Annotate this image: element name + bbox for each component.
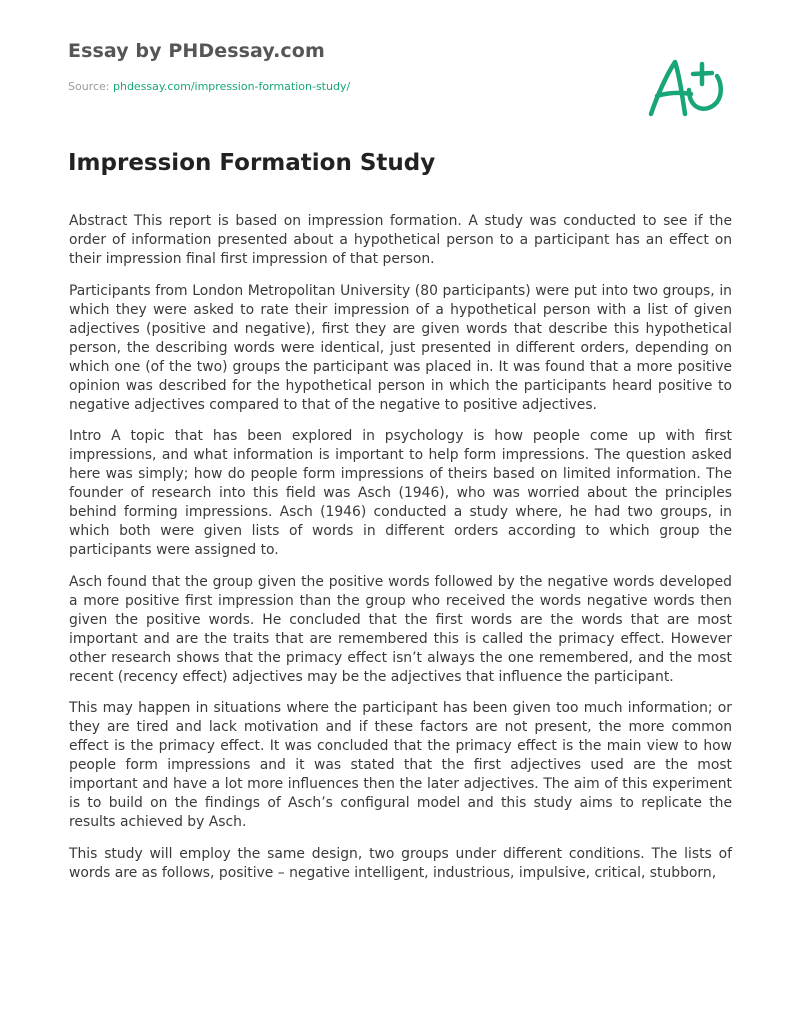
source-line: [68, 80, 350, 93]
paragraph: Abstract This report is based on impression formation. A study was conducted to see if the order of information presented about a hypothetical person to a participant has an effect on their impression final first impression of that person.: [69, 213, 732, 267]
source-label: Source:: [68, 80, 113, 93]
document-body: [69, 212, 732, 895]
paragraph: Asch found that the group given the positive words followed by the negative words developed a more positive first impression than the group who received the words negative words then given the positive words. He concluded that the first words are the words that are most important and are the traits that are remembered this is called the primacy effect. However other research shows that the primacy effect isn’t always the one remembered, and the most recent (recency effect) adjectives may be the adjectives that influence the participant.: [69, 573, 732, 685]
paragraph: Intro A topic that has been explored in psychology is how people come up with first impressions, and what information is important to help form impressions. The question asked here was simply; how do people form impressions of theirs based on limited information. The founder of research into this field was Asch (1946), who was worried about the principles behind forming impressions. Asch (1946) conducted a study where, he had two groups, in which both were given lists of words in different orders according to which group the participants were assigned to.: [69, 428, 732, 558]
paragraph: Participants from London Metropolitan University (80 participants) were put into two groups, in which they were asked to rate their impression of a hypothetical person with a list of given adjectives (positive and negative), first they are given words that describe this hypothetical person, the describing words were identical, just presented in different orders, depending on which one (of the two) groups the participant was placed in. It was found that a more positive opinion was described for the hypothetical person in which the participants heard positive to negative adjectives compared to that of the negative to positive adjectives.: [69, 282, 732, 413]
document-title: Impression Formation Study: [68, 150, 436, 176]
paragraph: This study will employ the same design, two groups under different conditions. The lists of words are as follows, positive – negative intelligent, industrious, impulsive, critical, stubborn,: [69, 845, 732, 881]
brand-name: Essay by PHDessay.com: [68, 40, 325, 62]
source-link[interactable]: phdessay.com/impression-formation-study/: [112, 80, 351, 93]
a-plus-icon: [645, 52, 727, 124]
paragraph: This may happen in situations where the participant has been given too much information; or they are tired and lack motivation and if these factors are not present, the more common effect is the primacy effect. It was concluded that the primacy effect is the main view to how people form impressions and it was stated that the first adjectives used are the most important and have a lot more influences then the later adjectives. The aim of this experiment is to build on the findings of Asch’s configural model and this study aims to replicate the results achieved by Asch.: [69, 700, 732, 830]
